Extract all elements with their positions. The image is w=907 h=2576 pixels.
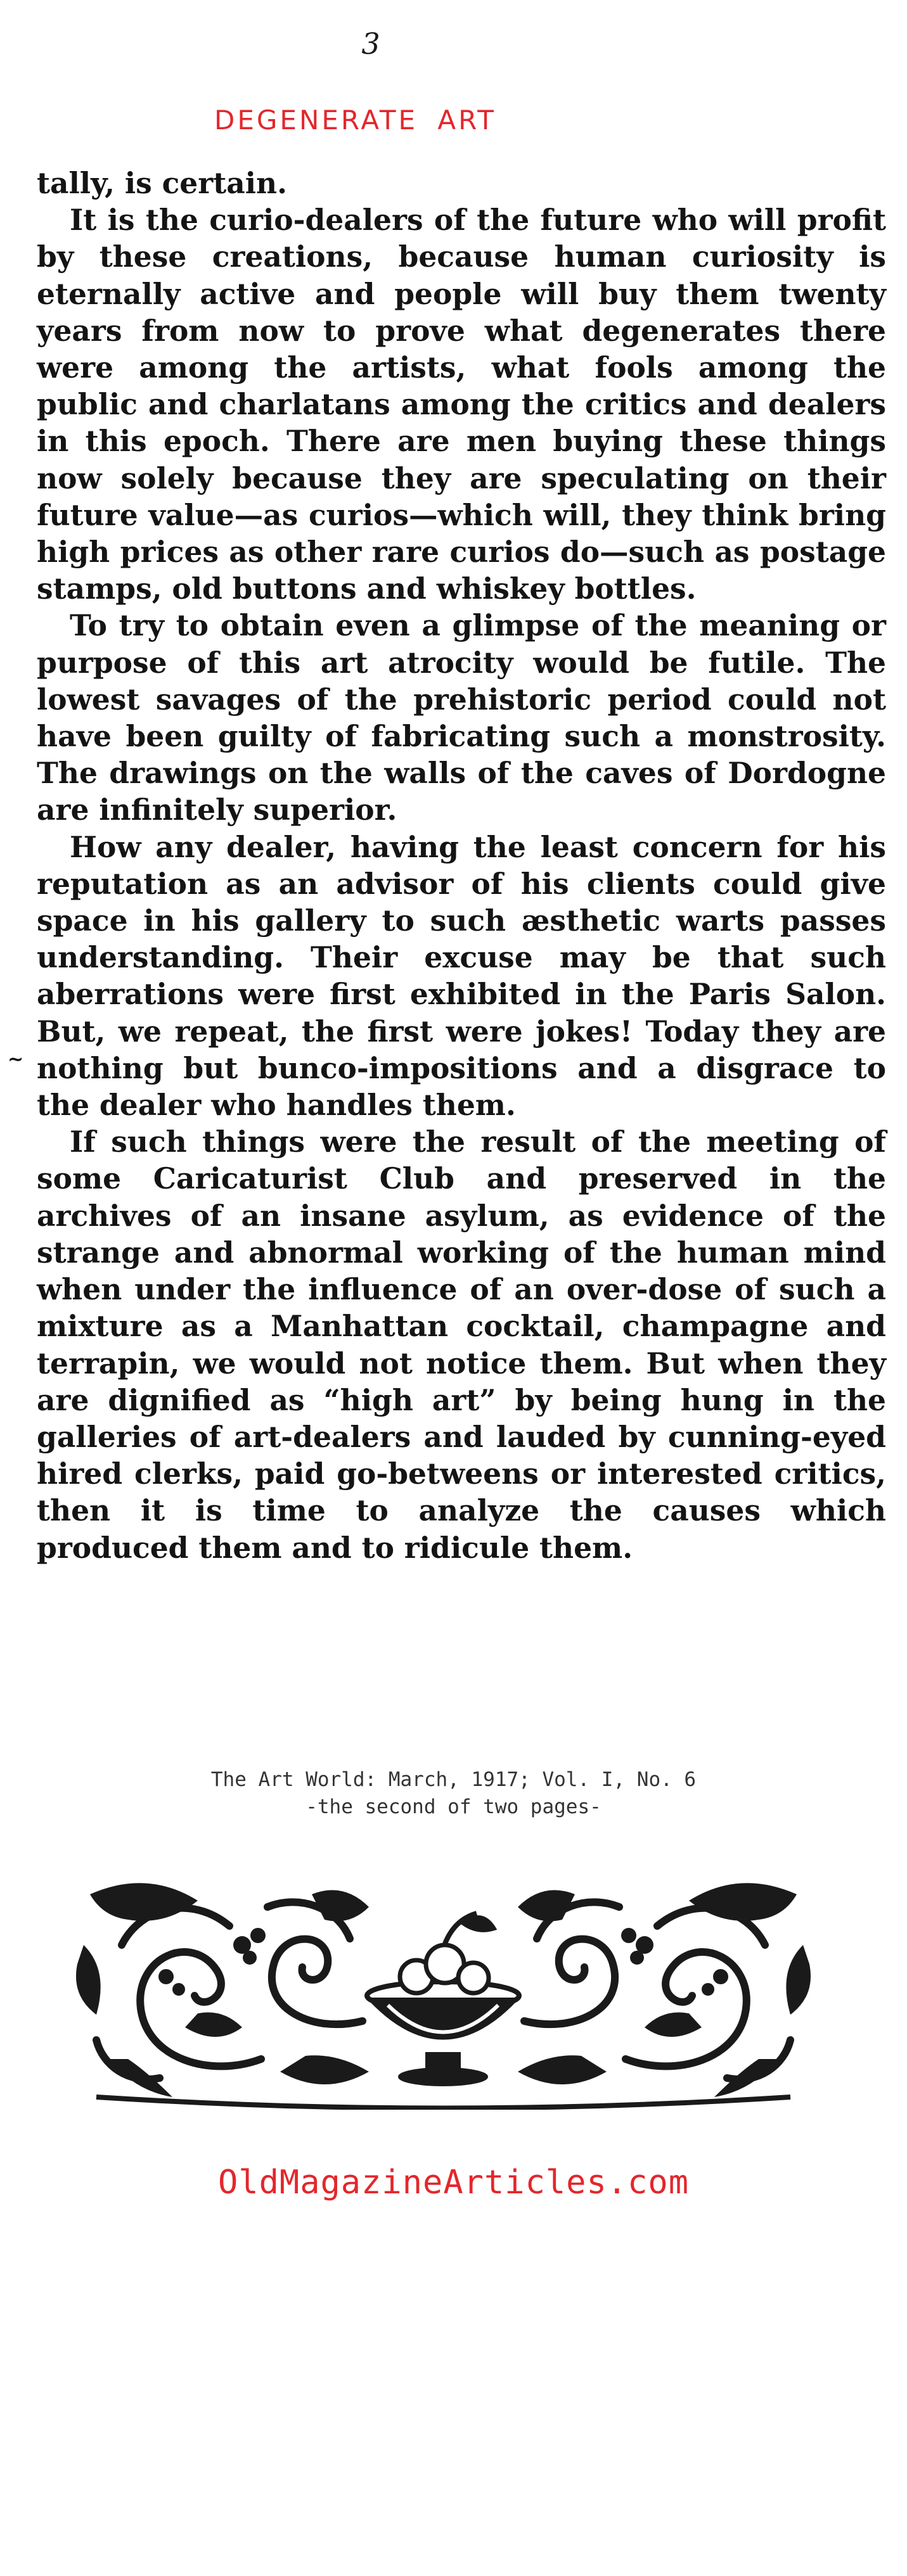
article-paragraph: How any dealer, having the least concern for his reputation as an advisor of his clients could give space in his gallery to such æsthetic warts passes understanding. Their excuse may be that such aberrations were first exhibited in the Paris Salon. But, we repeat, the first were jokes! Today they are nothing but bunco-impositions and a disgrace to the dealer who handles them. [37, 829, 886, 1123]
floral-vignette-icon [71, 1869, 816, 2110]
source-caption [0, 1766, 907, 1821]
source-caption-line: -the second of two pages- [306, 1795, 601, 1818]
page-number: 3 [361, 27, 380, 61]
site-credit: OldMagazineArticles.com [217, 2164, 690, 2202]
article-paragraph: To try to obtain even a glimpse of the meaning or purpose of this art atrocity would be futile. The lowest savages of the prehistoric period could not have been guilty of fabricating such a monstrosity. The drawings on the walls of the caves of Dordogne are infinitely superior. [37, 608, 886, 827]
section-title: DEGENERATE ART [214, 105, 496, 136]
margin-mark: ~ [8, 1049, 24, 1071]
article-paragraph: It is the curio-dealers of the future who will profit by these creations, because human curiosity is eternally active and people will buy them twenty years from now to prove what degenerates there were among the artists, what fools among the public and charlatans among the critics and dealers in this epoch. There are men buying these things now solely because they are speculating on their future value—as curios—which will, they think bring high prices as other rare curios do—such as postage stamps, old buttons and whiskey bottles. [37, 203, 886, 606]
article-paragraph: If such things were the result of the meeting of some Caricaturist Club and preserved in the archives of an insane asylum, as evidence of the strange and abnormal working of the human mind when under the influence of an over-dose of such a mixture as a Manhattan cocktail, champagne and terrapin, we would not notice them. But when they are dignified as “high art” by being hung in the galleries of art-dealers and lauded by cunning-eyed hired clerks, paid go-betweens or interested critics, then it is time to analyze the causes which produced them and to ridicule them. [37, 1125, 886, 1565]
article-paragraph: tally, is certain. [37, 166, 287, 200]
article-body [37, 165, 886, 1566]
source-caption-line: The Art World: March, 1917; Vol. I, No. 6 [210, 1768, 697, 1791]
